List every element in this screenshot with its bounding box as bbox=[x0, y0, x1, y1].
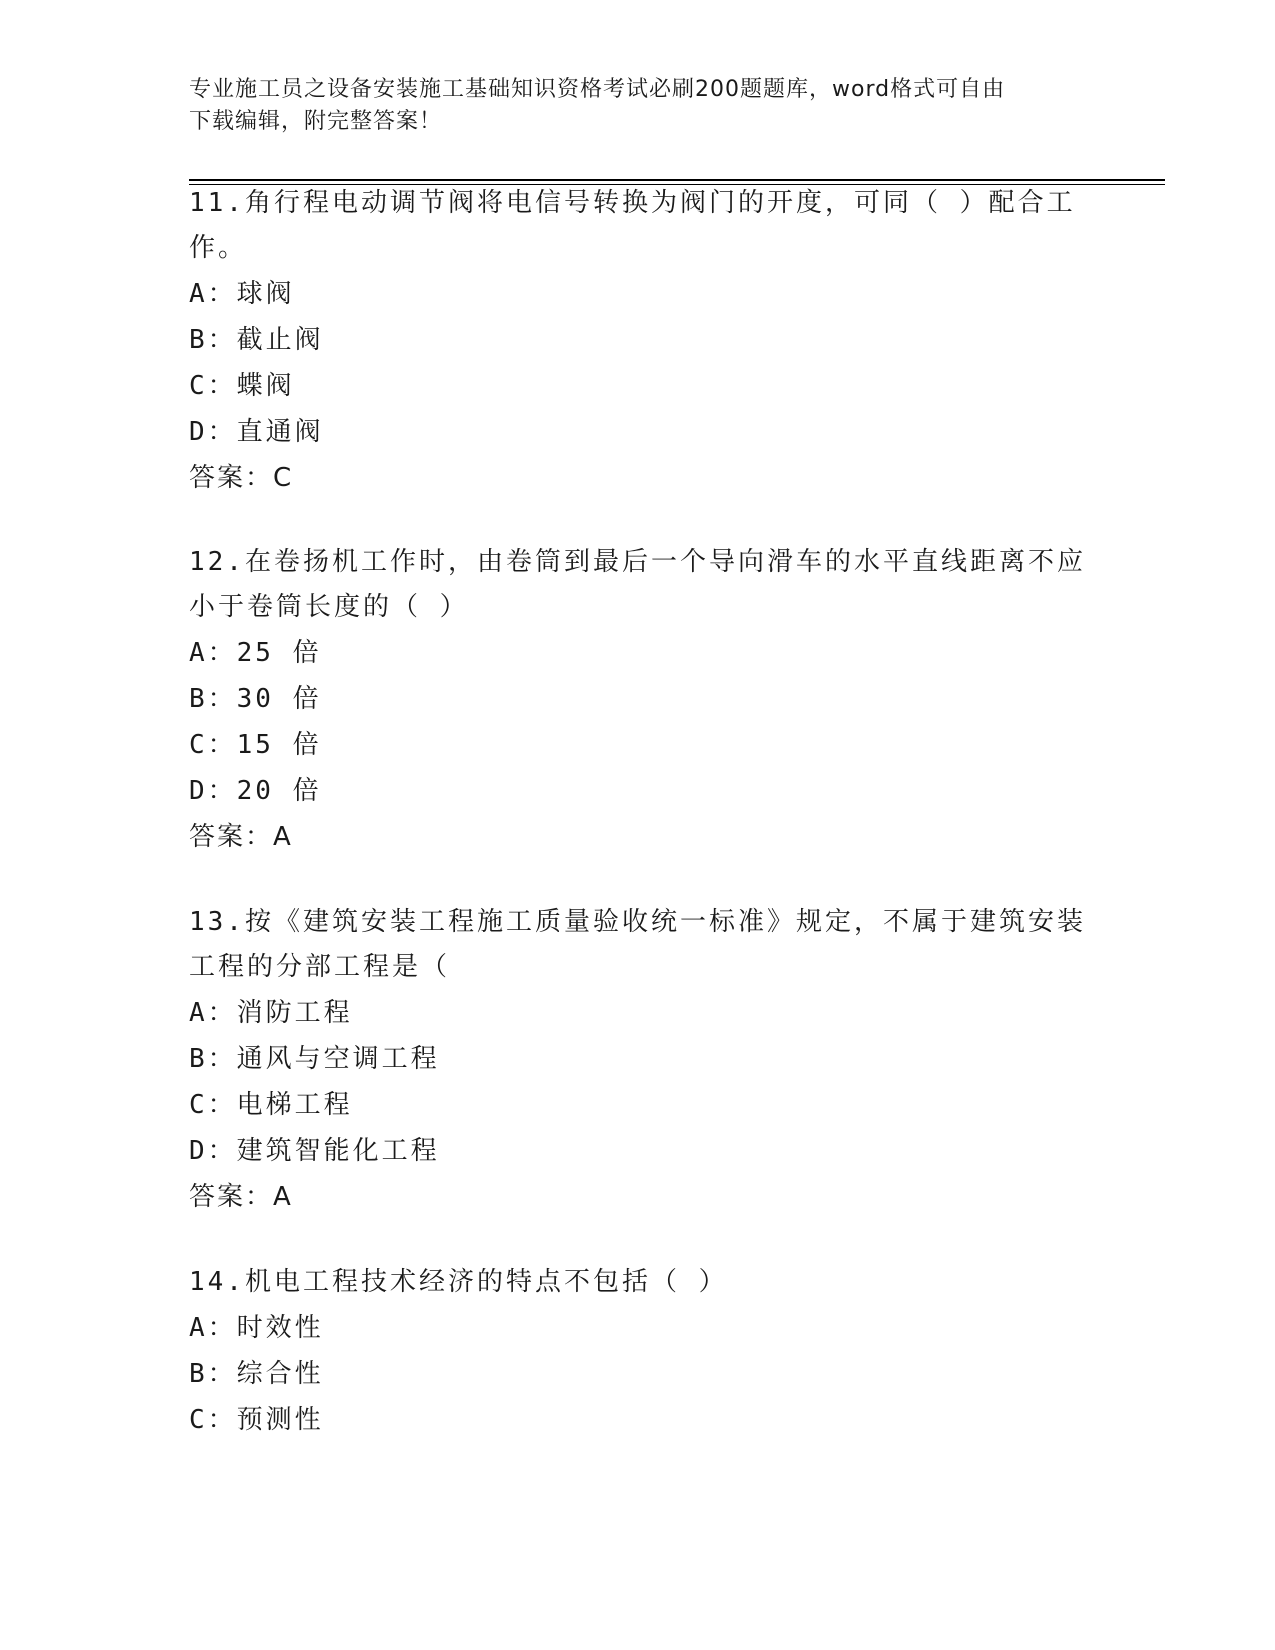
option-b: B：截止阀 bbox=[189, 325, 324, 355]
question-text: 12.在卷扬机工作时，由卷筒到最后一个导向滑车的水平直线距离不应 小于卷筒长度的（ ） bbox=[189, 547, 1086, 622]
answer: 答案：C bbox=[189, 463, 294, 493]
answer: 答案：A bbox=[189, 1182, 293, 1212]
option-b: B：综合性 bbox=[189, 1359, 324, 1389]
answer: 答案：A bbox=[189, 822, 293, 852]
option-d: D：20 倍 bbox=[189, 776, 322, 806]
option-c: C：15 倍 bbox=[189, 730, 322, 760]
question-14 bbox=[189, 1260, 1089, 1443]
question-text: 14.机电工程技术经济的特点不包括（ ） bbox=[189, 1267, 728, 1297]
question-text: 11.角行程电动调节阀将电信号转换为阀门的开度，可同（ ）配合工 作。 bbox=[189, 188, 1076, 263]
option-b: B：通风与空调工程 bbox=[189, 1044, 440, 1074]
option-a: A：25 倍 bbox=[189, 638, 322, 668]
option-c: C：电梯工程 bbox=[189, 1090, 353, 1120]
question-11 bbox=[189, 181, 1089, 501]
option-d: D：直通阀 bbox=[189, 417, 324, 447]
document-header: 专业施工员之设备安装施工基础知识资格考试必刷200题题库，word格式可自由 下载编辑，附完整答案！ bbox=[189, 77, 1006, 134]
option-c: C：蝶阀 bbox=[189, 371, 295, 401]
question-text: 13.按《建筑安装工程施工质量验收统一标准》规定，不属于建筑安装 工程的分部工程是（ bbox=[189, 907, 1086, 982]
option-c: C：预测性 bbox=[189, 1405, 324, 1435]
question-13 bbox=[189, 900, 1089, 1220]
option-d: D：建筑智能化工程 bbox=[189, 1136, 440, 1166]
option-a: A：时效性 bbox=[189, 1313, 324, 1343]
option-b: B：30 倍 bbox=[189, 684, 322, 714]
question-12 bbox=[189, 540, 1089, 860]
option-a: A：球阀 bbox=[189, 279, 295, 309]
option-a: A：消防工程 bbox=[189, 998, 353, 1028]
